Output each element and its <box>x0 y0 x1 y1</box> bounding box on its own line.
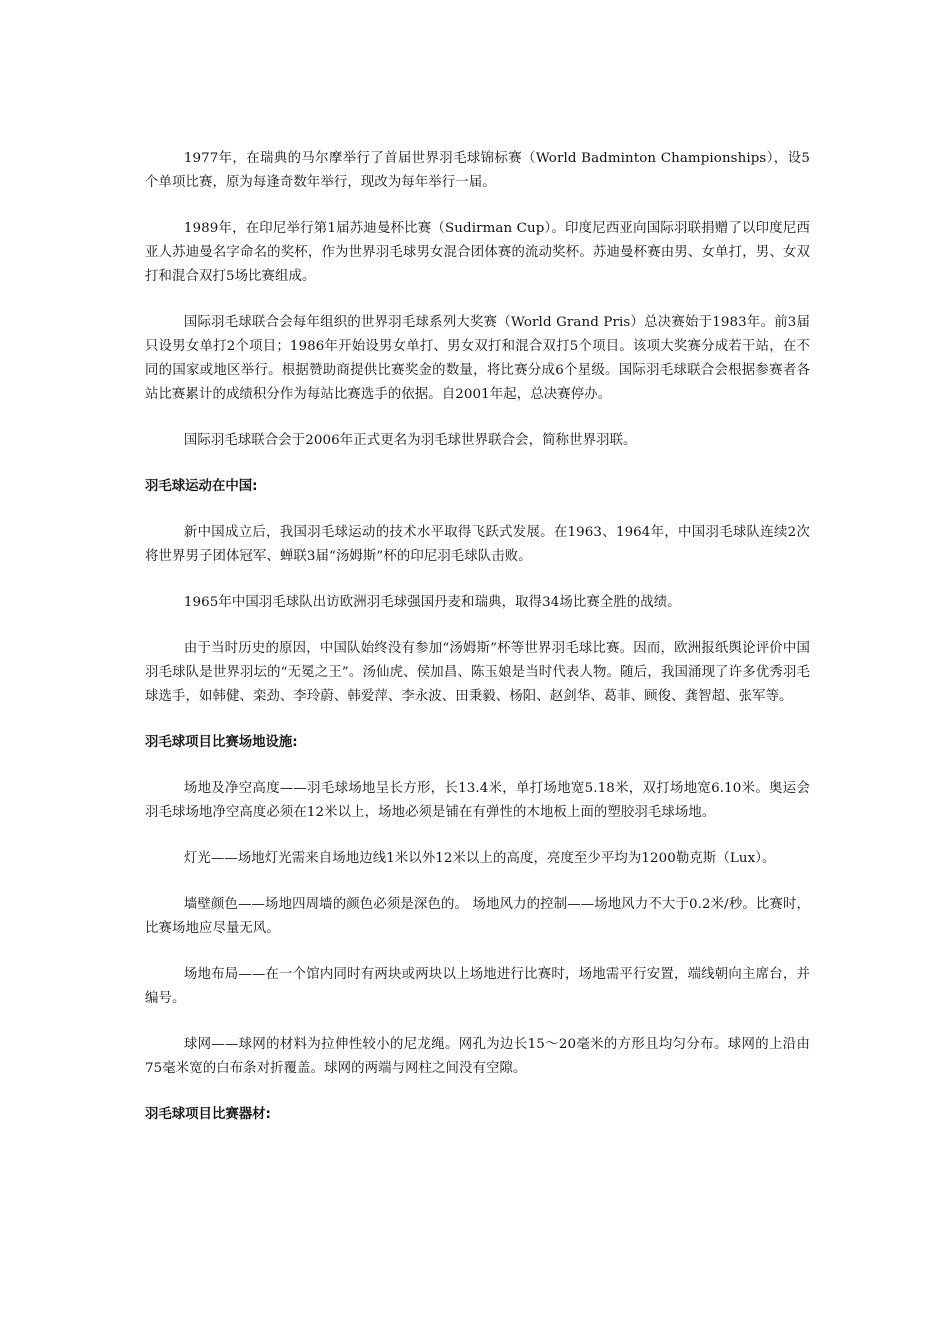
section-heading-china: 羽毛球运动在中国: <box>145 479 258 494</box>
paragraph-china-development: 新中国成立后，我国羽毛球运动的技术水平取得飞跃式发展。在1963、1964年，中国羽毛球队连续2次将世界男子团体冠军、蝉联3届“汤姆斯”杯的印尼羽毛球队击败。 <box>145 525 810 564</box>
paragraph-sudirman-cup: 1989年，在印尼举行第1届苏迪曼杯比赛（Sudirman Cup）。印度尼西亚向国际羽联捐赠了以印度尼西亚人苏迪曼名字命名的奖杯，作为世界羽毛球男女混合团体赛的流动奖杯。苏迪曼杯赛由男、女单打，男、女双打和混合双打5场比赛组成。 <box>145 221 810 284</box>
section-heading-equipment: 羽毛球项目比赛器材: <box>145 1107 271 1122</box>
paragraph-walls-wind: 墙壁颜色——场地四周墙的颜色必须是深色的。 场地风力的控制——场地风力不大于0.2米/秒。比赛时，比赛场地应尽量无风。 <box>145 897 810 936</box>
paragraph-net: 球网——球网的材料为拉伸性较小的尼龙绳。网孔为边长15～20毫米的方形且均匀分布。球网的上沿由75毫米宽的白布条对折覆盖。球网的两端与网柱之间没有空隙。 <box>145 1037 810 1076</box>
paragraph-grand-prix: 国际羽毛球联合会每年组织的世界羽毛球系列大奖赛（World Grand Pris）总决赛始于1983年。前3届只设男女单打2个项目；1986年开始设男女单打、男女双打和混合双打5个项目。该项大奖赛分成若干站，在不同的国家或地区举行。根据赞助商提供比赛奖金的数量，将比赛分成6个星级。国际羽毛球联合会根据参赛者各站比赛累计的成绩积分作为每站比赛选手的依据。自2001年起，总决赛停办。 <box>145 315 810 402</box>
paragraph-lighting: 灯光——场地灯光需来自场地边线1米以外12米以上的高度，亮度至少平均为1200勒克斯（Lux）。 <box>183 851 776 866</box>
paragraph-europe-tour: 1965年中国羽毛球队出访欧洲羽毛球强国丹麦和瑞典，取得34场比赛全胜的战绩。 <box>183 595 681 610</box>
paragraph-court-size: 场地及净空高度——羽毛球场地呈长方形，长13.4米，单打场地宽5.18米，双打场地宽6.10米。奥运会羽毛球场地净空高度必须在12米以上，场地必须是铺在有弹性的木地板上面的塑胶羽毛球场地。 <box>145 781 810 820</box>
paragraph-world-championships: 1977年，在瑞典的马尔摩举行了首届世界羽毛球锦标赛（World Badminton Championships），设5个单项比赛，原为每逢奇数年举行，现改为每年举行一届。 <box>145 151 810 190</box>
section-heading-venue: 羽毛球项目比赛场地设施: <box>145 735 298 750</box>
document-page <box>145 147 810 1149</box>
paragraph-uncrowned-king: 由于当时历史的原因，中国队始终没有参加“汤姆斯”杯等世界羽毛球比赛。因而，欧洲报纸舆论评价中国羽毛球队是世界羽坛的“无冕之王”。汤仙虎、侯加昌、陈玉娘是当时代表人物。随后，我国涌现了许多优秀羽毛球选手，如韩健、栾劲、李玲蔚、韩爱萍、李永波、田秉毅、杨阳、赵剑华、葛菲、顾俊、龚智超、张军等。 <box>145 641 810 704</box>
paragraph-bwf-rename: 国际羽毛球联合会于2006年正式更名为羽毛球世界联合会，简称世界羽联。 <box>183 433 637 448</box>
paragraph-layout: 场地布局——在一个馆内同时有两块或两块以上场地进行比赛时，场地需平行安置，端线朝向主席台，并编号。 <box>145 967 810 1006</box>
